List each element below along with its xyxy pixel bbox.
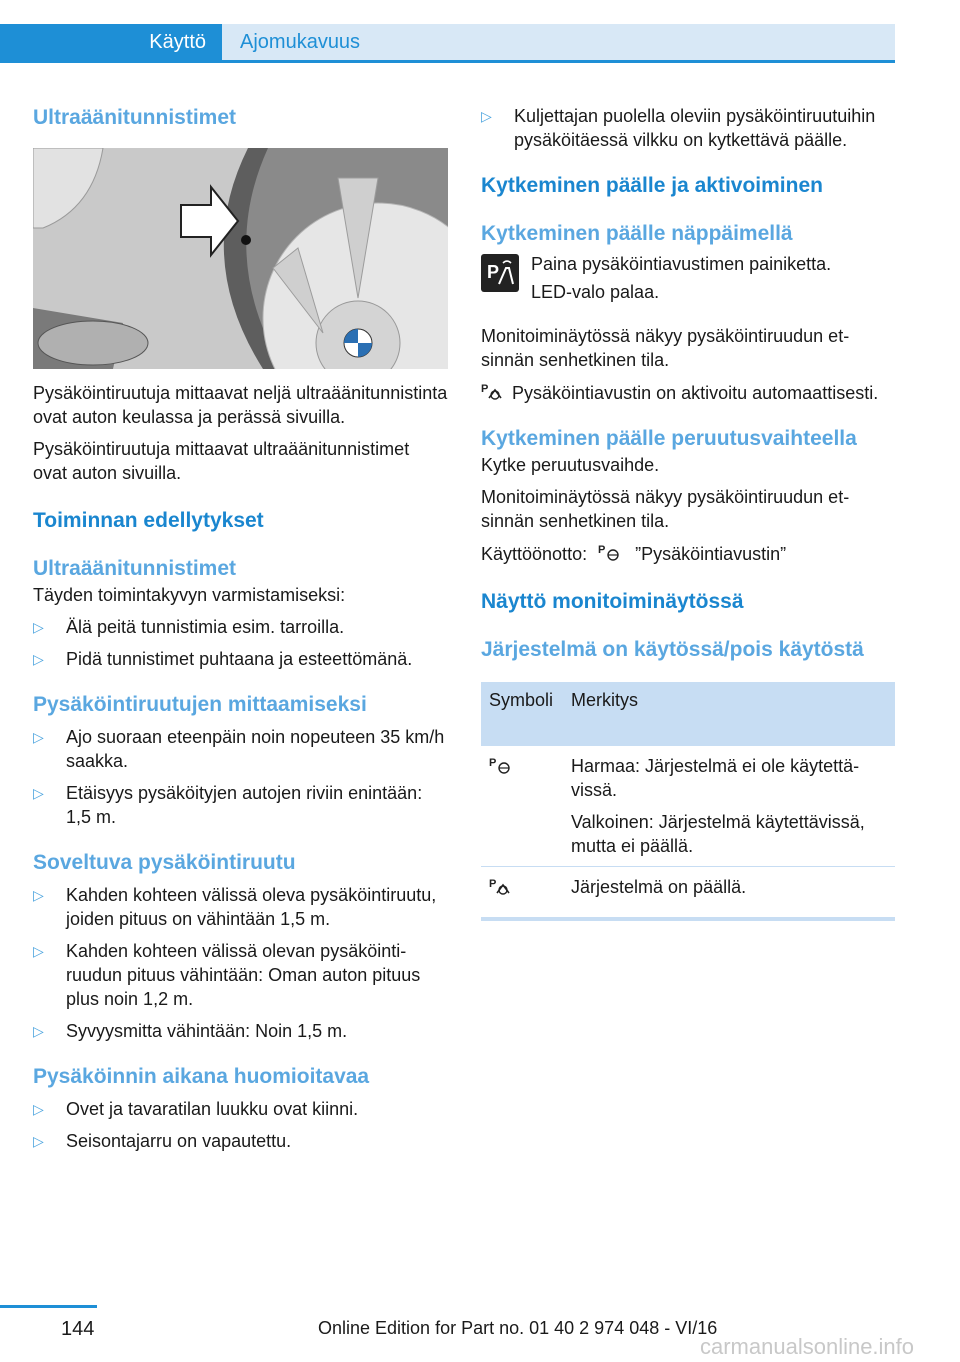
button-instruction: [481, 254, 895, 314]
list-measuring: [33, 725, 448, 829]
para-sensors-1: Pysäköintiruutuja mittaavat neljä ultraäänitunnistinta ovat auton keulassa ja perässä sivuilla.: [33, 383, 448, 427]
list-item: ▷ Etäisyys pysäköityjen autojen riviin enintään: 1,5 m.: [33, 783, 423, 827]
table-cell-symbol: [481, 867, 563, 920]
para-kytke: Kytke peruutusvaihde.: [481, 455, 660, 475]
triangle-bullet-icon: ▷: [481, 108, 492, 124]
tab-ajomukavuus[interactable]: Ajomukavuus: [222, 24, 895, 60]
heading-ultra: Ultraäänitunnistimet: [33, 106, 237, 129]
triangle-bullet-icon: ▷: [33, 1133, 44, 1149]
list-item: ▷ Seisontajarru on vapautettu.: [33, 1131, 292, 1151]
heading-naytto: Näyttö monitoiminäytössä: [481, 590, 744, 613]
left-column: [33, 100, 448, 1153]
svg-text:P: P: [481, 383, 489, 395]
park-assist-button-icon: [481, 254, 519, 292]
symbol-table: [481, 682, 895, 921]
footer-edition: Online Edition for Part no. 01 40 2 974 048 - VI/16: [318, 1318, 718, 1338]
triangle-bullet-icon: ▷: [33, 1023, 44, 1039]
park-assist-symbol-icon: [489, 754, 515, 776]
list-item: ▷ Ovet ja tavaratilan luukku ovat kiinni.: [33, 1099, 359, 1119]
para-sensors-2: Pysäköintiruutuja mittaavat ultraäänitunnistimet ovat auton sivuilla.: [33, 439, 410, 483]
watermark: carmanualsonline.info: [700, 1334, 915, 1359]
list-item: ▷ Syvyysmitta vähintään: Noin 1,5 m.: [33, 1021, 348, 1041]
triangle-bullet-icon: ▷: [33, 943, 44, 959]
list-suitable: [33, 883, 448, 1043]
para-aktivoitu: P Pysäköintiavustin on aktivoitu automaattisesti.: [481, 380, 895, 405]
triangle-bullet-icon: ▷: [33, 1101, 44, 1117]
para-paina: Paina pysäköintiavustimen painiketta.: [531, 254, 832, 274]
table-cell-symbol: [481, 746, 563, 867]
list-item: ▷ Kahden kohteen välissä oleva pysäköintiruutu, joiden pituus on vähintään 1,5 m.: [33, 885, 437, 929]
page-number: 144: [61, 1318, 95, 1340]
para-led: LED-valo palaa.: [531, 282, 660, 302]
table-cell-meaning: Harmaa: Järjestelmä ei ole käytettävissä. Valkoinen: Järjestelmä käytettävissä, mutta ei päällä.: [563, 746, 895, 867]
heading-soveltuva: Soveltuva pysäköintiruutu: [33, 851, 296, 874]
table-row: [481, 867, 895, 920]
para-taydent: Täyden toimintakyvyn varmistamiseksi:: [33, 585, 346, 605]
para-kayttoonotto: Käyttöönotto: P ”Pysäköintiavustin”: [481, 541, 895, 566]
park-assist-symbol-icon: [481, 380, 507, 402]
heading-peruutus: Kytkeminen päälle peruutusvaihteella: [481, 427, 857, 450]
para-monitoimi-2: Monitoiminäytössä näkyy pysäköintiruudun etsinnän senhetkinen tila.: [481, 487, 850, 531]
tab-kaytto[interactable]: Käyttö: [0, 24, 222, 60]
svg-text:P: P: [489, 757, 497, 769]
footer-rule: [0, 1305, 97, 1308]
list-item: ▷ Ajo suoraan eteenpäin noin nopeuteen 35 km/h saakka.: [33, 727, 445, 771]
svg-text:P: P: [489, 878, 497, 890]
list-item: ▷ Kuljettajan puolella oleviin pysäköintiruutuihin pysäköitäessä vilkku on kytkettävä päälle.: [481, 106, 876, 150]
table-header-row: [481, 682, 895, 746]
list-item: ▷ Älä peitä tunnistimia esim. tarroilla.: [33, 617, 345, 637]
table-row: [481, 746, 895, 867]
triangle-bullet-icon: ▷: [33, 887, 44, 903]
heading-mittaamiseksi: Pysäköintiruutujen mittaamiseksi: [33, 693, 367, 716]
table-cell-meaning: Järjestelmä on päällä.: [563, 867, 895, 920]
park-assist-active-icon: [489, 875, 515, 897]
para-monitoimi-1: Monitoiminäytössä näkyy pysäköintiruudun etsinnän senhetkinen tila.: [481, 326, 850, 370]
list-item: ▷ Pidä tunnistimet puhtaana ja esteettömänä.: [33, 649, 413, 669]
list-requirements: [33, 615, 448, 671]
heading-toiminnan: Toiminnan edellytykset: [33, 509, 264, 532]
heading-nappaimella: Kytkeminen päälle näppäimellä: [481, 222, 793, 245]
heading-kytkeminen: Kytkeminen päälle ja aktivoiminen: [481, 174, 823, 197]
list-item: ▷ Kahden kohteen välissä olevan pysäköintiruudun pituus vähintään: Oman auton pituus plus noin 1,2 m.: [33, 941, 421, 1009]
list-indicator: [481, 104, 895, 152]
table-header-meaning: Merkitys: [563, 682, 895, 746]
heading-ultra-2: Ultraäänitunnistimet: [33, 557, 237, 580]
svg-text:P: P: [598, 544, 606, 556]
top-header: [0, 24, 895, 62]
table-header-symbol: Symboli: [481, 682, 563, 746]
list-observe: [33, 1097, 448, 1153]
sensor-photo: [33, 148, 448, 369]
triangle-bullet-icon: ▷: [33, 619, 44, 635]
svg-text:P: P: [487, 262, 500, 282]
heading-huomioitavaa: Pysäköinnin aikana huomioitavaa: [33, 1065, 370, 1088]
park-assist-symbol-icon: [598, 541, 624, 563]
header-rule: [0, 60, 895, 63]
triangle-bullet-icon: ▷: [33, 651, 44, 667]
right-column: [481, 100, 895, 921]
heading-jarjestelma: Järjestelmä on käytössä/pois käytöstä: [481, 638, 864, 661]
triangle-bullet-icon: ▷: [33, 729, 44, 745]
triangle-bullet-icon: ▷: [33, 785, 44, 801]
